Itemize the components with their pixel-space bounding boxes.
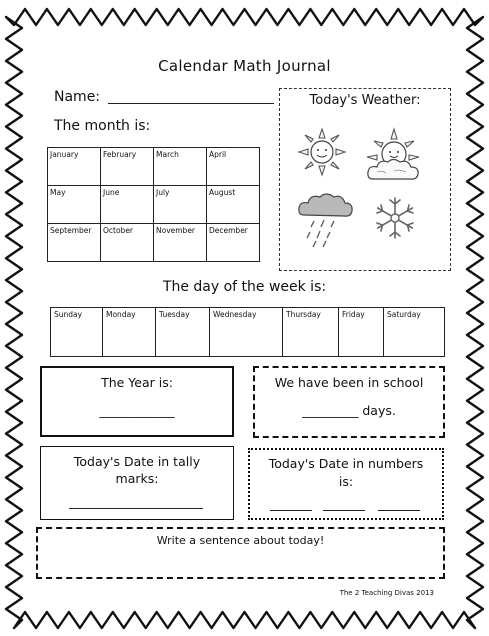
name-blank-line[interactable] bbox=[108, 103, 274, 104]
month-cell[interactable]: April bbox=[207, 148, 260, 186]
month-cell[interactable]: December bbox=[207, 224, 260, 262]
sentence-label: Write a sentence about today! bbox=[156, 534, 325, 547]
month-cell[interactable]: February bbox=[101, 148, 154, 186]
rain-cloud-icon[interactable] bbox=[296, 187, 356, 249]
year-box bbox=[40, 366, 234, 437]
month-cell[interactable]: September bbox=[48, 224, 101, 262]
month-cell[interactable]: August bbox=[207, 186, 260, 224]
day-cell[interactable]: Saturday bbox=[384, 308, 445, 357]
day-cell[interactable]: Wednesday bbox=[210, 308, 283, 357]
year-label: The Year is: bbox=[101, 375, 173, 390]
day-cell[interactable]: Monday bbox=[103, 308, 156, 357]
school-days-label: We have been in school bbox=[274, 375, 424, 390]
day-of-week-label: The day of the week is: bbox=[162, 279, 327, 295]
day-cell[interactable]: Tuesday bbox=[156, 308, 210, 357]
month-cell[interactable]: October bbox=[101, 224, 154, 262]
school-days-suffix: days. bbox=[362, 403, 396, 418]
tally-date-box bbox=[40, 446, 234, 520]
sentence-box[interactable] bbox=[36, 527, 445, 579]
months-grid bbox=[47, 147, 260, 262]
days-of-week-grid bbox=[50, 307, 445, 357]
day-number-blank[interactable] bbox=[323, 510, 365, 511]
numbers-date-box bbox=[248, 448, 444, 520]
day-cell[interactable]: Sunday bbox=[51, 308, 103, 357]
numbers-label-line1: Today's Date in numbers bbox=[268, 456, 424, 471]
name-label: Name: bbox=[54, 89, 101, 105]
snowflake-icon[interactable] bbox=[372, 195, 418, 241]
day-cell[interactable]: Thursday bbox=[283, 308, 339, 357]
month-cell[interactable]: November bbox=[154, 224, 207, 262]
weather-title: Today's Weather: bbox=[309, 93, 421, 108]
tally-blank-line[interactable] bbox=[69, 508, 203, 509]
year-number-blank[interactable] bbox=[378, 510, 420, 511]
tally-label-line2: marks: bbox=[115, 471, 159, 486]
year-blank[interactable]: ____________ bbox=[99, 403, 175, 418]
page-title: Calendar Math Journal bbox=[158, 57, 331, 75]
month-cell[interactable]: March bbox=[154, 148, 207, 186]
tally-label-line1: Today's Date in tally bbox=[73, 454, 201, 469]
numbers-label-line2: is: bbox=[338, 474, 354, 489]
sun-icon[interactable] bbox=[297, 127, 347, 177]
days-in-school-box bbox=[253, 366, 445, 438]
month-label: The month is: bbox=[54, 118, 151, 134]
month-number-blank[interactable] bbox=[270, 510, 312, 511]
month-cell[interactable]: May bbox=[48, 186, 101, 224]
month-cell[interactable]: January bbox=[48, 148, 101, 186]
month-cell[interactable]: June bbox=[101, 186, 154, 224]
sun-cloud-icon[interactable] bbox=[364, 127, 422, 189]
school-days-blank[interactable]: _________ bbox=[302, 403, 359, 418]
credit-text: The 2 Teaching Divas 2013 bbox=[339, 589, 434, 597]
day-cell[interactable]: Friday bbox=[339, 308, 384, 357]
month-cell[interactable]: July bbox=[154, 186, 207, 224]
school-days-answer bbox=[255, 402, 443, 419]
